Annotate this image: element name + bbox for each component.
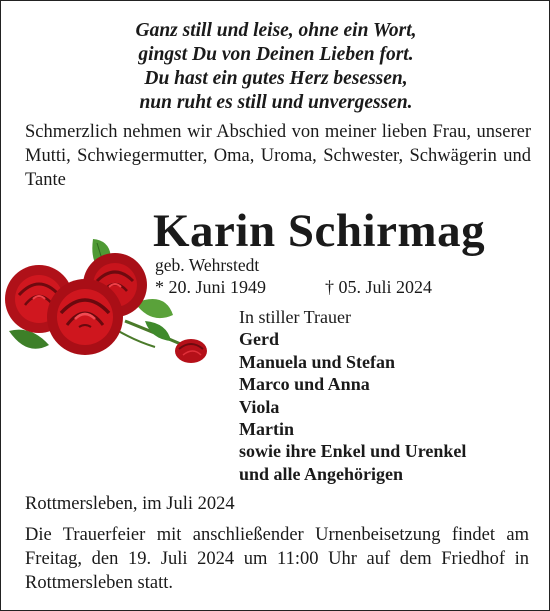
funeral-details: Die Trauerfeier mit anschließender Urnenbeisetzung findet am Freitag, den 19. Juli 2024 um 11:00 Uhr auf dem Friedhof in Rottmersleben statt. [25, 525, 529, 593]
mourner-name: sowie ihre Enkel und Urenkel [239, 441, 467, 462]
red-roses-icon [5, 229, 219, 369]
mourner-name: Martin [239, 419, 294, 440]
mourner-name: Viola [239, 396, 280, 417]
poem-line: gingst Du von Deinen Lieben fort. [138, 44, 414, 65]
poem [1, 19, 550, 115]
poem-line: Ganz still und leise, ohne ein Wort, [135, 20, 417, 41]
mourner-name: Marco und Anna [239, 374, 370, 395]
mourners-list [239, 306, 466, 485]
place-date: Rottmersleben, im Juli 2024 [25, 494, 235, 514]
mourners-heading: In stiller Trauer [239, 307, 351, 327]
poem-line: Du hast ein gutes Herz besessen, [144, 68, 408, 89]
mourner-name: Gerd [239, 329, 279, 350]
maiden-name: geb. Wehrstedt [155, 255, 260, 275]
mourner-name: und alle Angehörigen [239, 463, 404, 484]
mourner-name: Manuela und Stefan [239, 351, 396, 372]
death-date: † 05. Juli 2024 [325, 277, 433, 297]
birth-date: * 20. Juni 1949 [155, 277, 267, 297]
intro-text: Schmerzlich nehmen wir Abschied von meiner lieben Frau, unserer Mutti, Schwiegermutter, Oma, Uroma, Schwester, Schwägerin und Tante [25, 122, 531, 190]
deceased-name: Karin Schirmag [153, 205, 486, 257]
poem-line: nun ruht es still und unvergessen. [139, 92, 413, 113]
